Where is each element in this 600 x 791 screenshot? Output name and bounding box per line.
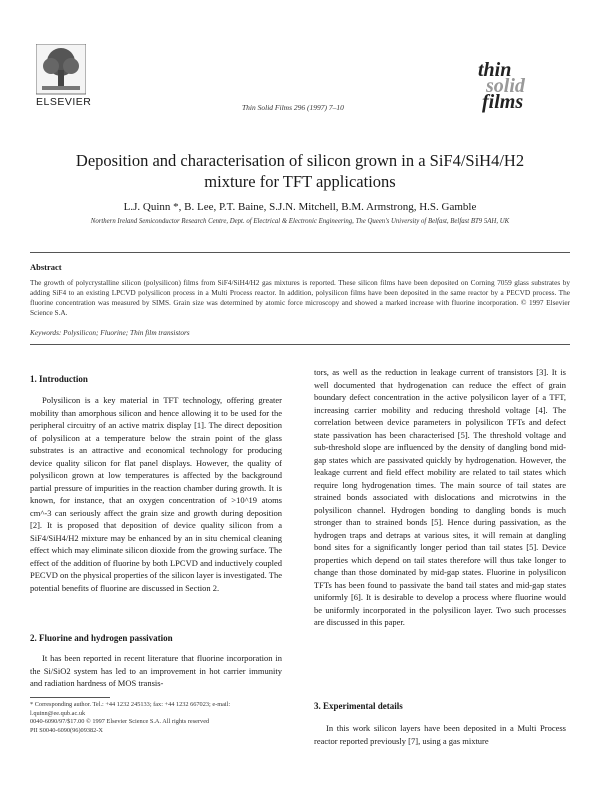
pii-line: PII S0040-6090(96)09382-X [30, 726, 103, 734]
journal-logo-line2: solid [486, 75, 525, 97]
experimental-paragraph: In this work silicon layers have been deposited in a Multi Process reactor reported previously [7], using a gas mixture [314, 723, 566, 746]
passivation-paragraph: tors, as well as the reduction in leakage current of transistors [3]. It is well documented that hydrogenation can reduce the effect of grain boundary defect concentration in the active polysilicon layer of a TFT, increasing carrier mobility and reducing threshold voltage [4]. The correlation between device parameters in polysilicon TFTs and defect state passivation has been characterised [5]. The threshold voltage and sub-threshold slope are influenced by the density of dangling bond mid-gap states which are passivated quickly by hydrogenation. However, the leakage current and field effect mobility are related to tail states which require long hydrogenation times. The main source of tail states are strained bonds associated with dislocations and microtwins in the polysilicon channel. Hydrogen bonding to dangling bonds is much stronger than to strained bonds [5]. Hence during passivation, as the hydrogen traps and detraps at various sites, it will remain at dangling bond sites for a significantly longer period than tail states [5]. Device properties which depend on tail states therefore will thus take longer to change than those dominated by mid-gap states. Fluorine in polysilicon TFTs has been found to passivate the band tail states and mid-gap states uniformly [6]. It is desirable to develop a process where fluorine would be uniformly incorporated in the polysilicon layer. Two such processes are discussed in this paper. [314, 367, 566, 627]
divider-top [30, 252, 570, 253]
journal-reference: Thin Solid Films 296 (1997) 7–10 [242, 103, 344, 112]
experimental-body [314, 722, 566, 747]
footnote-rule [30, 697, 110, 698]
corresponding-author-note: * Corresponding author. Tel.: +44 1232 245133; fax: +44 1232 667023; e-mail: l.quinn@ee.qub.ac.uk [30, 701, 231, 717]
fluorine-body [30, 652, 282, 690]
section-heading-introduction: 1. Introduction [30, 374, 88, 384]
author-list: L.J. Quinn *, B. Lee, P.T. Baine, S.J.N. Mitchell, B.M. Armstrong, H.S. Gamble [123, 201, 477, 213]
section-heading-fluorine: 2. Fluorine and hydrogen passivation [30, 633, 173, 643]
abstract-body: The growth of polycrystalline silicon (polysilicon) films from SiF4/SiH4/H2 gas mixtures is reported. These silicon films have been deposited on Corning 7059 glass substrates by adding SiF4 to an existing LPCVD polysilicon process in a Multi Process reactor. In addition, polysilicon films have been deposited in the same reactor by a PECVD process. The fluorine concentration was measured by SIMS. Grain size was determined by atomic force microscopy and showed a marked increase with fluorine incorporation. © 1997 Elsevier Science S.A. [30, 278, 570, 317]
copyright-line: 0040-6090/97/$17.00 © 1997 Elsevier Science S.A. All rights reserved [30, 718, 210, 725]
introduction-paragraph: Polysilicon is a key material in TFT technology, offering greater mobility than amorphous silicon and hence allowing it to be used for the peripheral circuitry of an active matrix display [1]. The direct deposition of polysilicon at a temperature below the strain point of the glass substrates is an attractive and economical technology for producing device quality silicon for flat panel displays. However, the quality of polysilicon grown at low temperatures is affected by the background partial pressure of impurities in the reaction chamber during growth. It is known, for instance, that an oxygen concentration of >10^19 atoms cm^-3 can seriously affect the grain size and growth during deposition [2]. It is proposed that deposition of device quality silicon from a SiF4/SiH4/H2 mixture may be enhanced by an in situ chemical cleaning effect which may eliminate silicon dioxide from the growing surface. The effect of the addition of fluorine by both LPCVD and inductively coupled PECVD on the physical properties of the silicon layer is investigated. The potential benefits of fluorine are discussed in Section 2. [30, 395, 282, 593]
journal-logo-line3: films [482, 91, 524, 113]
paper-title: Deposition and characterisation of silicon grown in a SiF4/SiH4/H2 mixture for TFT applications [75, 151, 525, 191]
divider-bottom [30, 344, 570, 345]
right-column-body [314, 366, 566, 629]
fluorine-paragraph: It has been reported in recent literature that fluorine incorporation in the Si/SiO2 system has led to an improvement in hot carrier immunity and radiation hardness of MOS transis- [30, 653, 282, 688]
introduction-body [30, 394, 282, 594]
footnote-block [30, 701, 282, 735]
journal-logo [478, 59, 558, 118]
publisher-name: ELSEVIER [36, 96, 92, 108]
keywords: Keywords: Polysilicon; Fluorine; Thin film transistors [30, 328, 190, 337]
journal-logo-line1: thin [478, 59, 512, 81]
section-heading-experimental: 3. Experimental details [314, 701, 403, 711]
author-affiliation: Northern Ireland Semiconductor Research Centre, Dept. of Electrical & Electronic Engineering, The Queen's University of Belfast, Belfast BT9 5AH, UK [90, 218, 510, 225]
abstract-heading: Abstract [30, 262, 62, 272]
